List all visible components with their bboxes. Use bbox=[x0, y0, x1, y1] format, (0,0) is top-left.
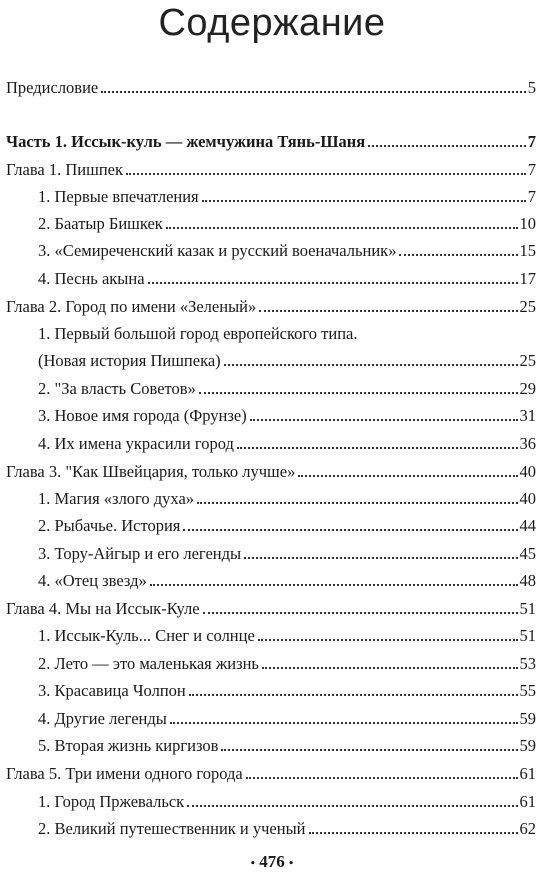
toc-entry bbox=[0, 701, 544, 729]
toc-entry-page: 15 bbox=[519, 241, 536, 260]
toc-entry-label: Глава 2. Город по имени «Зеленый» bbox=[6, 297, 257, 316]
toc-entry-label: Глава 3. "Как Швейцария, только лучше» bbox=[6, 462, 296, 481]
dot-leader bbox=[203, 612, 518, 614]
toc-entry bbox=[0, 563, 544, 591]
toc-entry-page: 36 bbox=[519, 434, 536, 453]
page-number: 476 bbox=[259, 852, 285, 871]
toc-entry-page: 7 bbox=[527, 132, 536, 151]
toc-entry-page: 10 bbox=[519, 214, 536, 233]
dot-leader bbox=[298, 475, 517, 477]
dot-leader bbox=[309, 832, 518, 834]
toc-entry-heading bbox=[0, 124, 544, 152]
toc-entry-page: 25 bbox=[519, 351, 536, 370]
toc-entry-heading bbox=[0, 756, 544, 784]
toc-entry bbox=[0, 179, 544, 207]
dot-leader bbox=[166, 227, 518, 229]
toc-entry bbox=[0, 371, 544, 399]
toc-entry bbox=[0, 206, 544, 234]
toc-entry-page: 40 bbox=[519, 462, 536, 481]
toc-entry-page: 31 bbox=[519, 406, 536, 425]
toc-entry bbox=[0, 398, 544, 426]
toc-entry-page: 7 bbox=[527, 187, 536, 206]
dot-leader bbox=[237, 447, 518, 449]
footer-bullet-right: • bbox=[289, 855, 294, 870]
toc-entry-label: 1. Первые впечатления bbox=[38, 187, 199, 206]
toc-entry-heading bbox=[0, 70, 544, 98]
toc-entry-page: 51 bbox=[519, 626, 536, 645]
toc-entry-heading bbox=[0, 152, 544, 180]
toc-entry-page: 53 bbox=[519, 654, 536, 673]
toc-entry-label: 4. Песнь акына bbox=[38, 269, 145, 288]
toc-entry-label: 1. Город Пржевальск bbox=[38, 792, 185, 811]
toc-entry bbox=[0, 811, 544, 839]
dot-leader bbox=[170, 722, 518, 724]
toc-entry-label: 2. "За власть Советов» bbox=[38, 379, 196, 398]
toc-entry-page: 29 bbox=[519, 379, 536, 398]
toc-entry-label: 2. Рыбачье. История bbox=[38, 516, 181, 535]
toc-entry-label: (Новая история Пишпека) bbox=[38, 351, 221, 370]
toc-entry-heading bbox=[0, 591, 544, 619]
dot-leader bbox=[224, 364, 518, 366]
toc-entry bbox=[0, 481, 544, 509]
footer-bullet-left: • bbox=[250, 855, 255, 870]
toc-entry-label: 1. Иссык-Куль... Снег и солнце bbox=[38, 626, 255, 645]
toc-entry-label: 2. Баатыр Бишкек bbox=[38, 214, 163, 233]
toc-entry-page: 5 bbox=[527, 78, 536, 97]
toc-entry bbox=[0, 673, 544, 701]
toc-entry bbox=[0, 508, 544, 536]
toc-entry-label: Глава 1. Пишпек bbox=[6, 160, 123, 179]
toc-entry bbox=[0, 233, 544, 261]
toc-entry bbox=[0, 784, 544, 812]
dot-leader bbox=[258, 639, 518, 641]
dot-leader bbox=[246, 777, 518, 779]
toc-entry-page: 62 bbox=[519, 819, 536, 838]
toc-entry bbox=[0, 261, 544, 289]
dot-leader bbox=[183, 529, 517, 531]
toc-entry-label: Глава 4. Мы на Иссык-Куле bbox=[6, 599, 200, 618]
toc-entry-label: 3. Новое имя города (Фрунзе) bbox=[38, 406, 247, 425]
toc-entry-label: 3. «Семиреченский казак и русский военачальник» bbox=[38, 241, 397, 260]
toc-entry-label: Предисловие bbox=[6, 78, 99, 97]
dot-leader bbox=[187, 805, 517, 807]
dot-leader bbox=[262, 667, 518, 669]
dot-leader bbox=[197, 502, 517, 504]
toc-entry bbox=[0, 728, 544, 756]
dot-leader bbox=[399, 254, 517, 256]
dot-leader bbox=[126, 173, 526, 175]
page-footer bbox=[0, 852, 544, 872]
dot-leader bbox=[250, 419, 518, 421]
toc-entry-page: 25 bbox=[519, 297, 536, 316]
dot-leader bbox=[150, 584, 518, 586]
dot-leader bbox=[189, 694, 518, 696]
toc-entry-page: 45 bbox=[519, 544, 536, 563]
toc-entry-page: 55 bbox=[519, 681, 536, 700]
toc-entry-label: Глава 5. Три имени одного города bbox=[6, 764, 243, 783]
toc-entry bbox=[0, 316, 544, 344]
toc-entry-page: 59 bbox=[519, 709, 536, 728]
toc-entry bbox=[0, 343, 544, 371]
toc-entry-label: 2. Лето — это маленькая жизнь bbox=[38, 654, 259, 673]
toc-entry-label: 4. Другие легенды bbox=[38, 709, 167, 728]
toc-entry-label: 4. Их имена украсили город bbox=[38, 434, 234, 453]
toc-entry-label: 1. Магия «злого духа» bbox=[38, 489, 195, 508]
toc-entry-label: Часть 1. Иссык-куль — жемчужина Тянь-Шаня bbox=[6, 132, 366, 151]
toc-entry-page: 44 bbox=[519, 516, 536, 535]
toc-entry-heading bbox=[0, 289, 544, 317]
dot-leader bbox=[202, 200, 526, 202]
dot-leader bbox=[148, 282, 518, 284]
toc-entry-label: 5. Вторая жизнь киргизов bbox=[38, 736, 219, 755]
toc-entry bbox=[0, 426, 544, 454]
toc-entry-heading bbox=[0, 454, 544, 482]
toc-entry-page: 48 bbox=[519, 571, 536, 590]
toc-entry bbox=[0, 536, 544, 564]
dot-leader bbox=[368, 145, 526, 147]
dot-leader bbox=[259, 310, 517, 312]
toc-entry-label: 4. «Отец звезд» bbox=[38, 571, 147, 590]
toc-entry-label: 2. Великий путешественник и ученый bbox=[38, 819, 306, 838]
toc-entry-label: 3. Тору-Айгыр и его легенды bbox=[38, 544, 242, 563]
page-title: Содержание bbox=[158, 2, 386, 44]
toc-entry-page: 59 bbox=[519, 736, 536, 755]
dot-leader bbox=[101, 91, 526, 93]
dot-leader bbox=[244, 557, 517, 559]
dot-leader bbox=[199, 392, 518, 394]
toc-entry bbox=[0, 618, 544, 646]
toc-entry-page: 61 bbox=[519, 764, 536, 783]
toc-entry bbox=[0, 646, 544, 674]
toc-entry-page: 40 bbox=[519, 489, 536, 508]
toc-entry-page: 51 bbox=[519, 599, 536, 618]
toc-entry-label: 1. Первый большой город европейского типа. bbox=[38, 324, 358, 343]
dot-leader bbox=[221, 749, 517, 751]
toc-entry-label: 3. Красавица Чолпон bbox=[38, 681, 186, 700]
toc-entry-page: 61 bbox=[519, 792, 536, 811]
toc-entry-page: 7 bbox=[527, 160, 536, 179]
toc-entry-page: 17 bbox=[519, 269, 536, 288]
